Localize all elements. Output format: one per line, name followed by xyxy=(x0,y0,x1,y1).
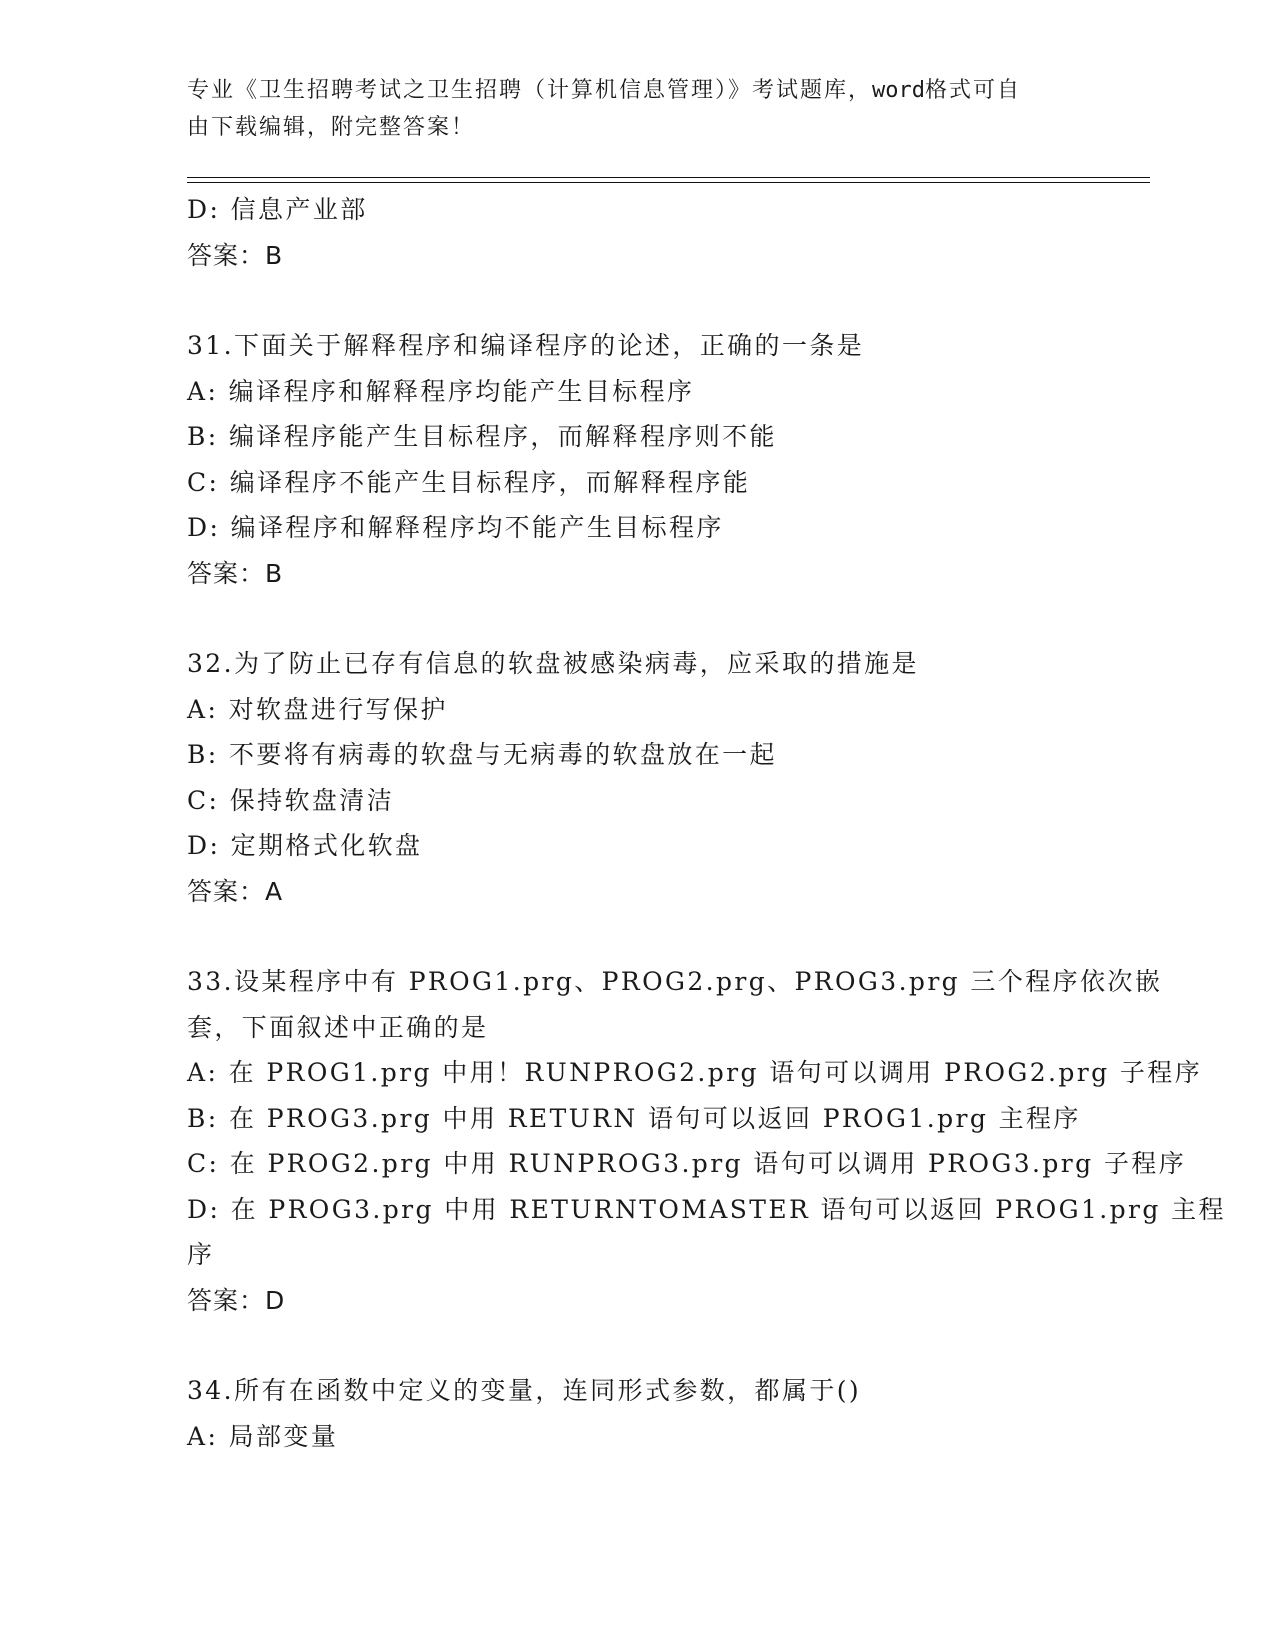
option-d: D: 定期格式化软盘 xyxy=(187,831,423,860)
option-a: A: 局部变量 xyxy=(187,1421,339,1451)
option-a: A: 对软盘进行写保护 xyxy=(187,694,448,724)
header-divider-bottom xyxy=(187,182,1150,183)
header-text: 格式可自 xyxy=(925,78,1022,103)
option-d-line-1: D: 在 PROG3.prg 中用 RETURNTOMASTER 语句可以返回 PROG1.prg 主程 xyxy=(187,1194,1226,1224)
option-d-line-2: 序 xyxy=(187,1240,215,1269)
option-b: B: 编译程序能产生目标程序，而解释程序则不能 xyxy=(187,422,777,451)
question-31 xyxy=(187,323,1087,596)
question-list xyxy=(187,187,1226,1459)
spacer xyxy=(187,596,1087,641)
option-d: D: 信息产业部 xyxy=(187,195,368,224)
header-line-1 xyxy=(187,72,1067,109)
option-c: C: 编译程序不能产生目标程序，而解释程序能 xyxy=(187,467,751,497)
question-stem: 32.为了防止已存有信息的软盘被感染病毒，应采取的措施是 xyxy=(187,649,919,678)
option-b: B: 在 PROG3.prg 中用 RETURN 语句可以返回 PROG1.prg 主程序 xyxy=(187,1103,1081,1133)
question-stem-line-2: 套，下面叙述中正确的是 xyxy=(187,1012,489,1042)
option-b: B: 不要将有病毒的软盘与无病毒的软盘放在一起 xyxy=(187,740,777,769)
header-line-2: 由下载编辑，附完整答案！ xyxy=(187,115,476,140)
header-text: 专业《卫生招聘考试之卫生招聘（计算机信息管理）》考试题库， xyxy=(187,78,873,103)
question-stem-line-1: 33.设某程序中有 PROG1.prg、PROG2.prg、PROG3.prg 三个程序依次嵌 xyxy=(187,967,1163,996)
question-stem: 31.下面关于解释程序和编译程序的论述，正确的一条是 xyxy=(187,331,865,360)
answer-line: 答案：B xyxy=(187,240,284,270)
option-d: D: 编译程序和解释程序均不能产生目标程序 xyxy=(187,513,724,542)
option-a: A: 在 PROG1.prg 中用！RUNPROG2.prg 语句可以调用 PROG2.prg 子程序 xyxy=(187,1058,1203,1087)
answer-line: 答案：A xyxy=(187,876,284,906)
question-32 xyxy=(187,641,1087,914)
question-33 xyxy=(187,959,1226,1323)
spacer xyxy=(187,278,1087,323)
option-c: C: 保持软盘清洁 xyxy=(187,785,395,815)
option-a: A: 编译程序和解释程序均能产生目标程序 xyxy=(187,376,695,406)
answer-line: 答案：B xyxy=(187,558,284,588)
option-c: C: 在 PROG2.prg 中用 RUNPROG3.prg 语句可以调用 PROG3.prg 子程序 xyxy=(187,1149,1187,1178)
document-header xyxy=(187,72,1067,146)
question-34 xyxy=(187,1368,1087,1459)
header-word-term: word xyxy=(872,78,925,103)
spacer xyxy=(187,1323,1087,1368)
answer-line: 答案：D xyxy=(187,1285,286,1315)
header-divider-top xyxy=(187,177,1150,178)
question-stem: 34.所有在函数中定义的变量，连同形式参数，都属于() xyxy=(187,1376,862,1405)
spacer xyxy=(187,914,1087,959)
